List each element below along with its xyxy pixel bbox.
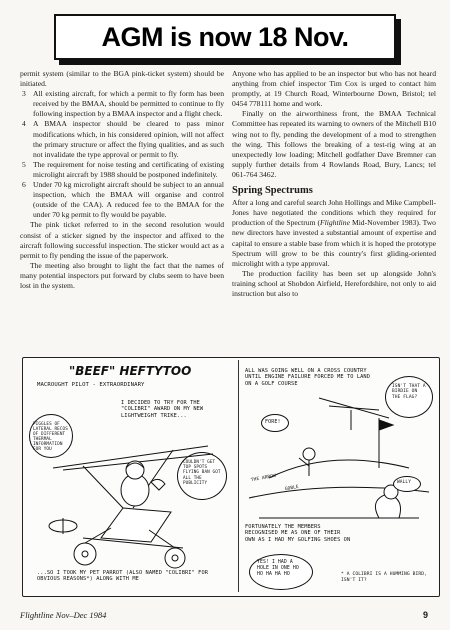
bubble-text: COULDN'T GET TOP SPOTS FLYING BAN GOT ALL THE PUBLICITY: [183, 460, 221, 486]
sign-label: GOBLE: [284, 484, 300, 493]
trike-drawing: [23, 358, 239, 596]
cartoon-subtitle: MACROUGHT PILOT - EXTRAORDINARY: [37, 382, 145, 388]
cartoon-caption: ALL WAS GOING WELL ON A CROSS COUNTRY UNTIL ENGINE FAILURE FORCED ME TO LAND ON A GOLF COURSE: [245, 368, 370, 387]
cartoon-title: "BEEF" HEFTYTOO: [69, 364, 192, 378]
bubble-text: WALLY: [397, 480, 412, 485]
bubble-text: FORE!: [265, 419, 281, 425]
list-item: 3 All existing aircraft, for which a permit to fly form has been received by the BMAA, should be permitted to continue to fly following inspection by a BMAA inspector and a flight check.: [22, 89, 224, 119]
headline-box: [54, 14, 396, 60]
airworthiness-paragraph: Finally on the airworthiness front, the BMAA Technical Committee has repeated its warning to owners of the Mitchell B10 wing not to fly, pending the development of a mod to strengthen the wing. This follows the breaking of a test-rig wing at an unexpectedly low loading; Mitchell godfather Dave Bremner can supply further details from 4 Rowlands Road, Bury, Lancs; tel 061-764 3462.: [232, 109, 436, 179]
meeting-paragraph: The meeting also brought to light the fact that the names of many potential inspectors put forward by clubs seem to have been lost in the system.: [20, 260, 224, 290]
sign-label: THE ARROW: [250, 473, 277, 484]
headline: AGM is now 18 Nov.: [101, 21, 349, 52]
section-heading: Spring Spectrums: [232, 185, 313, 197]
cartoon-caption: FORTUNATELY THE MEMBERS RECOGNISED ME AS ONE OF THEIR OWN AS I HAD MY GOLFING SHOES ON: [245, 524, 351, 543]
inspector-paragraph: Anyone who has applied to be an inspector but who has not heard anything from chief inspector Tim Cox is urged to contact him promptly, at 19 Church Road, Winterbourne Down, Bristol; tel 0454 778111 home and work.: [232, 69, 436, 109]
production-paragraph: The production facility has been set up alongside John's training school at Shobdon Airfield, Herefordshire, not only to aid instruction but also to: [232, 268, 436, 298]
bubble-text: ISN'T THAT A BIRDIE ON THE FLAG?: [392, 384, 426, 400]
cartoon-strip: [22, 357, 440, 597]
intro-paragraph: permit system (similar to the BGA pink-ticket system) should be initiated.: [20, 69, 224, 89]
bubble-text: YES! I HAD A HOLE IN ONE HO HO HA HA HO: [257, 560, 299, 577]
bubble-text: PIGGLES OF LATERAL RECOS OF DIFFERENT THERMAL INFORMATION FOR YOU: [33, 422, 68, 452]
cartoon-footnote: * A COLIBRI IS A HUMMING BIRD, ISN'T IT?: [341, 572, 427, 584]
spectrum-paragraph: After a long and careful search John Hollings and Mike Campbell-Jones have negotiated the conditions which they required for production of the Spectrum (Flightline Mid-November 1983). Two new directors have invested a substantial amount of expertise and capital to ensure a stable base from which it is hoped the prototype Spectrum will grow to be this country's first gliding-oriented microlight with a type approval.: [232, 198, 436, 268]
resolution-list: [20, 89, 224, 220]
list-item: 6 Under 70 kg microlight aircraft should be subject to an annual inspection, which the BMAA will organise and control (outside of the CAA). A reduced fee to the BMAA for the under 70 kg permit to fly would be payable.: [22, 180, 224, 220]
page-number: 9: [423, 610, 429, 620]
list-item: 4 A BMAA inspector should be cleared to pass minor modifications which, in his considered opinion, will not affect the primary structure or affect the flying qualities, and as such not invalidate the type approval or permit to fly.: [22, 119, 224, 159]
list-item: 5 The requirement for noise testing and certificating of existing microlight aircraft by 1988 should be postponed indefinitely.: [22, 159, 224, 179]
cartoon-caption: I DECIDED TO TRY FOR THE "COLIBRI" AWARD ON MY NEW LIGHTWEIGHT TRIKE...: [121, 400, 204, 419]
right-column: [232, 69, 436, 299]
left-column: [20, 69, 224, 291]
footer-publication: Flightline Nov–Dec 1984: [20, 610, 107, 620]
pink-ticket-paragraph: The pink ticket referred to in the second resolution would consist of a sticker signed by the inspector and affixed to the aircraft following successful inspection. The sticker would act as a permit to fly pending the issue of the paperwork.: [20, 220, 224, 260]
cartoon-caption: ...SO I TOOK MY PET PARROT (ALSO NAMED "COLIBRI" FOR OBVIOUS REASONS*) ALONG WITH ME: [37, 570, 209, 583]
